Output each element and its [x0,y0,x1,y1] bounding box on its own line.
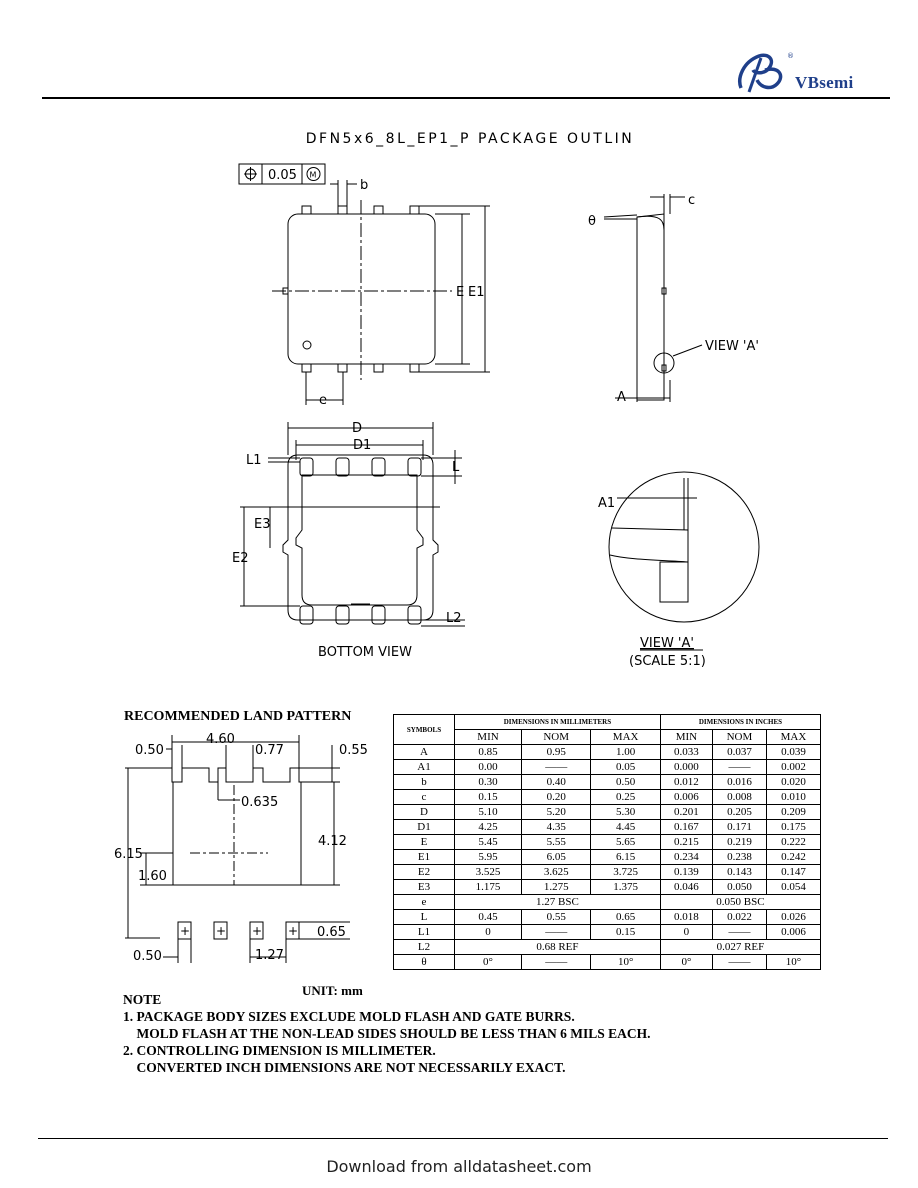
cell: 0.147 [766,865,820,880]
cell: 0.050 BSC [660,895,820,910]
cell: 3.625 [522,865,591,880]
table-row [394,880,821,895]
cell: 0.050 [712,880,766,895]
land-pattern-title: RECOMMENDED LAND PATTERN [124,709,352,724]
cell: —— [712,760,766,775]
dim-1-27: 1.27 [255,948,284,963]
label-e: e [319,393,327,408]
cell: 0.018 [660,910,712,925]
cell: 0.027 REF [660,940,820,955]
cell: 0.95 [522,745,591,760]
table-row [394,775,821,790]
cell: c [394,790,455,805]
dim-0-635: 0.635 [241,795,279,810]
dim-6-15: 6.15 [114,847,143,862]
label-theta: θ [588,214,596,229]
cell: 0.143 [712,865,766,880]
notes-heading: NOTE [123,992,162,1007]
page-title: DFN5x6_8L_EP1_P PACKAGE OUTLIN [305,131,635,147]
cell: 0.68 REF [455,940,661,955]
cell: 5.95 [455,850,522,865]
cell: 1.27 BSC [455,895,661,910]
dim-0-55: 0.55 [339,743,368,758]
cell: 0.171 [712,820,766,835]
cell: 5.45 [455,835,522,850]
cell: 0.201 [660,805,712,820]
cell: 0.167 [660,820,712,835]
cell: 6.05 [522,850,591,865]
cell: 0.022 [712,910,766,925]
cell: 0 [660,925,712,940]
cell: 0.85 [455,745,522,760]
cell: E3 [394,880,455,895]
cell: 0.40 [522,775,591,790]
view-a-detail [609,472,759,622]
note-line: CONVERTED INCH DIMENSIONS ARE NOT NECESSARILY EXACT. [123,1060,566,1075]
cell: 0.020 [766,775,820,790]
cell: A [394,745,455,760]
svg-text:+: + [288,924,299,938]
cell: 4.25 [455,820,522,835]
col-symbols: SYMBOLS [394,715,455,745]
cell: 0.15 [591,925,660,940]
cell: 0.037 [712,745,766,760]
label-E3: E3 [254,517,271,532]
cell: 0.012 [660,775,712,790]
note-line: 1. PACKAGE BODY SIZES EXCLUDE MOLD FLASH AND GATE BURRS. [123,1009,575,1024]
label-L2: L2 [446,611,462,626]
label-L1: L1 [246,453,262,468]
cell: E1 [394,850,455,865]
cell: L1 [394,925,455,940]
cell: 0.234 [660,850,712,865]
svg-text:+: + [216,924,227,938]
label-A: A [617,390,626,405]
label-L: L [452,460,460,475]
footer-link[interactable]: Download from alldatasheet.com [326,1157,592,1176]
cell: D [394,805,455,820]
table-row [394,745,821,760]
cell: 0.006 [660,790,712,805]
cell: 0.006 [766,925,820,940]
dim-0-50-bottom: 0.50 [133,949,162,964]
cell: 6.15 [591,850,660,865]
table-row [394,895,821,910]
table-row [394,820,821,835]
cell: 0.033 [660,745,712,760]
sub-min-in: MIN [660,730,712,745]
cell: 10° [766,955,820,970]
cell: e [394,895,455,910]
cell: 0.215 [660,835,712,850]
cell: 0.15 [455,790,522,805]
cell: 0.008 [712,790,766,805]
cell: 0.50 [591,775,660,790]
sub-max-mm: MAX [591,730,660,745]
group-mm: DIMENSIONS IN MILLIMETERS [455,715,661,730]
label-E1: E1 [468,285,485,300]
label-D: D [352,421,363,436]
cell: 0.242 [766,850,820,865]
cell: 0.219 [712,835,766,850]
label-E: E [456,285,465,300]
cell: 0.20 [522,790,591,805]
dim-0-65: 0.65 [317,925,346,940]
cell: 0.046 [660,880,712,895]
cell: 1.375 [591,880,660,895]
dim-0-50-top: 0.50 [135,743,164,758]
cell: —— [522,955,591,970]
cell: D1 [394,820,455,835]
svg-text:+: + [252,924,263,938]
cell: 5.65 [591,835,660,850]
cell: 0.55 [522,910,591,925]
cell: 1.275 [522,880,591,895]
table-row [394,925,821,940]
cell: 0.45 [455,910,522,925]
cell: L2 [394,940,455,955]
table-row [394,940,821,955]
dim-4-60: 4.60 [206,732,235,747]
sub-nom-mm: NOM [522,730,591,745]
label-D1: D1 [353,438,372,453]
cell: 0° [660,955,712,970]
footer-rule [38,1138,888,1139]
cell: E [394,835,455,850]
label-E2: E2 [232,551,249,566]
cell: 0.000 [660,760,712,775]
cell: 4.35 [522,820,591,835]
notes [123,991,651,1076]
cell: 0.016 [712,775,766,790]
label-b: b [360,178,369,193]
side-view [604,194,702,402]
cell: b [394,775,455,790]
table-row [394,805,821,820]
cell: 5.20 [522,805,591,820]
cell: 4.45 [591,820,660,835]
cell: L [394,910,455,925]
group-inches: DIMENSIONS IN INCHES [660,715,820,730]
table-row [394,790,821,805]
svg-text:+: + [180,924,191,938]
note-line: 2. CONTROLLING DIMENSION IS MILLIMETER. [123,1043,436,1058]
cell: 10° [591,955,660,970]
table-row [394,910,821,925]
cell: A1 [394,760,455,775]
svg-text:M: M [309,170,317,180]
cell: 0.222 [766,835,820,850]
cell: 0.205 [712,805,766,820]
cell: —— [522,760,591,775]
cell: 0 [455,925,522,940]
cell: 0.00 [455,760,522,775]
cell: 5.55 [522,835,591,850]
view-a-caption: VIEW 'A' [640,636,694,651]
tolerance-value: 0.05 [268,168,297,183]
label-view-a: VIEW 'A' [705,339,759,354]
brand-name: VBsemi [795,73,854,92]
land-pattern-drawing [100,725,390,975]
cell: 0.039 [766,745,820,760]
sub-max-in: MAX [766,730,820,745]
dimensions-table [393,714,821,970]
table-row [394,955,821,970]
table-row [394,865,821,880]
cell: 0.05 [591,760,660,775]
cell: 1.175 [455,880,522,895]
cell: 0.002 [766,760,820,775]
cell: 0.139 [660,865,712,880]
unit-label: UNIT: mm [302,983,363,998]
cell: θ [394,955,455,970]
cell: E2 [394,865,455,880]
cell: 0.65 [591,910,660,925]
table-row [394,760,821,775]
cell: 0° [455,955,522,970]
cell: 0.209 [766,805,820,820]
cell: 5.10 [455,805,522,820]
cell: 0.238 [712,850,766,865]
cell: 0.175 [766,820,820,835]
cell: 0.026 [766,910,820,925]
label-A1: A1 [598,496,616,511]
sub-nom-in: NOM [712,730,766,745]
label-c: c [688,193,696,208]
table-row [394,850,821,865]
note-line: MOLD FLASH AT THE NON-LEAD SIDES SHOULD BE LESS THAN 6 MILS EACH. [123,1026,651,1041]
sub-min-mm: MIN [455,730,522,745]
dim-0-77: 0.77 [255,743,284,758]
cell: 0.010 [766,790,820,805]
cell: 0.30 [455,775,522,790]
dim-4-12: 4.12 [318,834,347,849]
dim-1-60: 1.60 [138,869,167,884]
cell: 1.00 [591,745,660,760]
scale-caption: (SCALE 5:1) [629,654,706,669]
cell: 3.525 [455,865,522,880]
cell: 0.25 [591,790,660,805]
cell: 5.30 [591,805,660,820]
cell: 3.725 [591,865,660,880]
cell: 0.054 [766,880,820,895]
cell: —— [522,925,591,940]
tolerance-frame [239,164,325,184]
bottom-view-caption: BOTTOM VIEW [318,645,412,660]
registered-mark: ® [787,52,794,60]
cell: —— [712,925,766,940]
table-row [394,835,821,850]
cell: —— [712,955,766,970]
